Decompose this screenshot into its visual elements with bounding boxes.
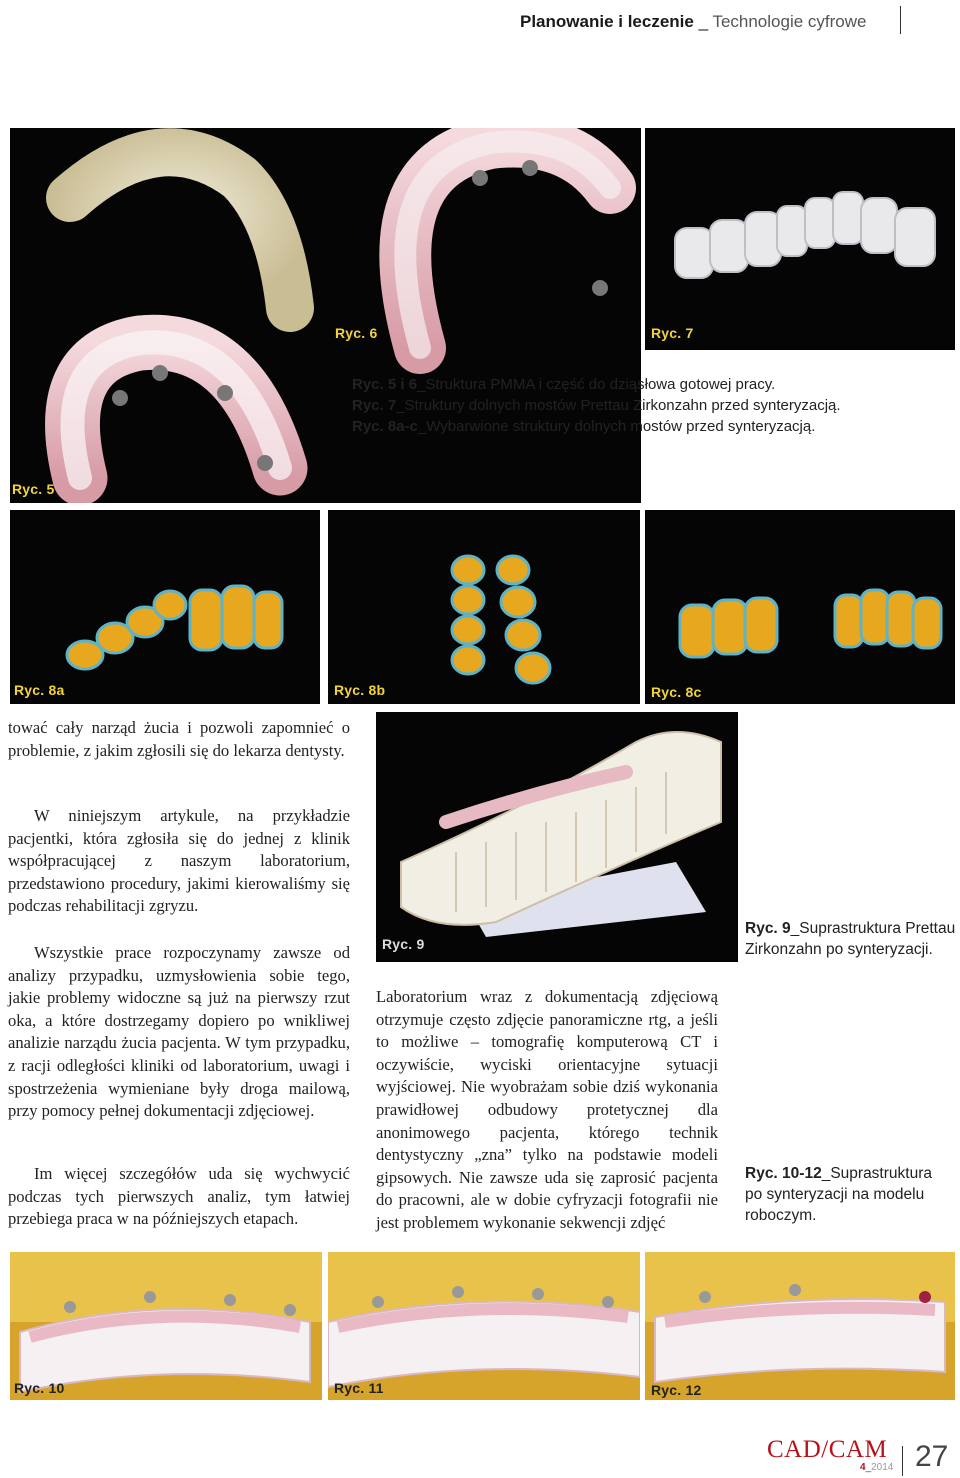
caption-ryc10-12: Ryc. 10-12_Suprastruktura po synteryzacji na modelu roboczym. (745, 1165, 932, 1224)
running-header (520, 12, 866, 32)
figure-label-ryc11: Ryc. 11 (334, 1380, 384, 1396)
header-divider (900, 6, 901, 34)
photo-ryc5-6 (10, 128, 641, 503)
caption-ryc8: Ryc. 8a-c_Wybarwione struktury dolnych mostów przed synteryzacją. (352, 418, 816, 435)
body-paragraph-1: tować cały narząd żucia i pozwoli zapomnieć o problemie, z jakim zgłosili się do lekarza dentysty. (8, 718, 350, 760)
caption-ryc9: Ryc. 9_Suprastruktura Prettau Zirkonzahn po synteryzacji. (745, 920, 956, 958)
figure-label-ryc8b: Ryc. 8b (334, 682, 386, 698)
body-paragraph-3: Wszystkie prace rozpoczynamy zawsze od analizy przypadku, uzmysłowienia sobie tego, jakie problemy widoczne są już na pierwszy rzut oka, a które dostrzegamy dopiero po wnikliwej analizie narządu żucia pacjenta. W tym przypadku, z racji odległości kliniki od laboratorium, uwagi i spostrzeżenia wymieniane były droga mailową, przy pomocy pełnej dokumentacji zdjęciowej. (8, 943, 350, 1121)
section-subtitle: Technologie cyfrowe (712, 12, 867, 31)
captions-ryc5-8 (352, 374, 952, 437)
footer-divider (902, 1446, 903, 1476)
footer-issue: 4_2014 (860, 1462, 894, 1473)
photo-ryc12 (645, 1252, 955, 1400)
caption-ryc7: Ryc. 7_Struktury dolnych mostów Prettau Zirkonzahn przed synteryzacją. (352, 397, 841, 414)
photo-ryc8c (645, 510, 955, 704)
photo-ryc9 (376, 712, 738, 962)
photo-ryc7 (645, 128, 955, 350)
figure-label-ryc12: Ryc. 12 (651, 1382, 702, 1398)
section-title: Planowanie i leczenie (520, 12, 694, 31)
figure-label-ryc8c: Ryc. 8c (651, 684, 702, 700)
body-paragraph-2: W niniejszym artykule, na przykładzie pacjentki, która zgłosiła się do jednej z klinik współpracującej z naszym laboratorium, przedstawiono procedury, jakimi kierowaliśmy się podczas rehabilitacji zgryzu. (8, 806, 350, 916)
body-paragraph-4: Im więcej szczegółów uda się wychwycić podczas tych pierwszych analiz, tym łatwiej przebiega praca w na późniejszych etapach. (8, 1164, 350, 1229)
figure-label-ryc9: Ryc. 9 (382, 936, 425, 952)
figure-label-ryc10: Ryc. 10 (14, 1380, 65, 1396)
body-paragraph-5: Laboratorium wraz z dokumentacją zdjęciową otrzymuje często zdjęcie panoramiczne rtg, a jeśli to możliwe – tomografię komputerową CT i oczywiście, wyciski orientacyjne sytuacji wyjściowej. Nie wyobrażam sobie dziś wykonania prawidłowej odbudowy protetycznej dla anonimowego pacjenta, którego technik dentystyczny „zna” tylko na podstawie modeli gipsowych. Nie zawsze uda się zaprosić pacjenta do pracowni, ale w dobie cyfryzacji fotografii nie jest problemem wykonanie sekwencji zdjęć (376, 987, 718, 1232)
figure-label-ryc5: Ryc. 5 (12, 481, 55, 497)
photo-ryc8b (328, 510, 640, 704)
footer-brand: CAD/CAM (767, 1436, 888, 1463)
figure-label-ryc7: Ryc. 7 (651, 325, 694, 341)
photo-ryc10 (10, 1252, 322, 1400)
section-separator: _ (693, 12, 713, 31)
photo-ryc11 (328, 1252, 640, 1400)
figure-label-ryc8a: Ryc. 8a (14, 682, 65, 698)
caption-ryc5-6: Ryc. 5 i 6_Struktura PMMA i część do dziąsłowa gotowej pracy. (352, 376, 776, 393)
page-number: 27 (915, 1440, 949, 1473)
photo-ryc8a (10, 510, 320, 704)
figure-label-ryc6: Ryc. 6 (335, 325, 378, 341)
